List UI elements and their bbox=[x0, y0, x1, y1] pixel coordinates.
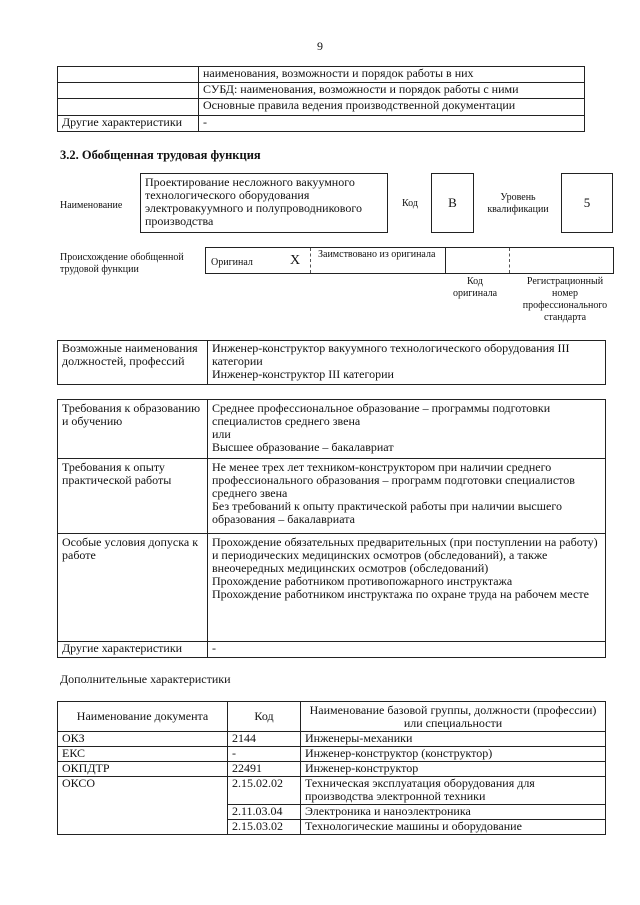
registration-number-label: Регистрационный номер профессионального стандарта bbox=[522, 276, 608, 323]
requirements-table bbox=[57, 399, 606, 658]
extra-row-code: 22491 bbox=[228, 762, 301, 777]
other-characteristics-label: Другие характеристики bbox=[58, 116, 199, 132]
extra-row-name: Техническая эксплуатация оборудования для производства электронной техники bbox=[301, 777, 606, 805]
top-table-row: СУБД: наименования, возможности и порядок работы с ними bbox=[199, 83, 585, 99]
top-table-row: Основные правила ведения производственной документации bbox=[199, 99, 585, 116]
other-characteristics-value: - bbox=[199, 116, 585, 132]
positions-table bbox=[57, 340, 606, 385]
req-line: Прохождение работником противопожарного инструктажа bbox=[212, 574, 513, 588]
req-line: - bbox=[212, 641, 216, 655]
code-label: Код bbox=[402, 198, 418, 209]
req-education-label: Требования к образованию и обучению bbox=[58, 400, 208, 459]
level-label: Уровень квалификации bbox=[487, 192, 549, 215]
req-line: Среднее профессиональное образование – программы подготовки специалистов среднего звена bbox=[212, 401, 551, 428]
req-line: Не менее трех лет техником-конструктором при наличии среднего профессионального образования – программ подготовки специалистов среднего звена bbox=[212, 460, 575, 500]
position-item: Инженер-конструктор вакуумного технологического оборудования III категории bbox=[212, 341, 570, 368]
extra-row-name: Инженер-конструктор bbox=[301, 762, 606, 777]
extra-row-name: Инженеры-механики bbox=[301, 732, 606, 747]
req-line: или bbox=[212, 427, 231, 441]
original-label: Оригинал bbox=[211, 257, 253, 268]
original-mark: X bbox=[290, 253, 301, 268]
req-experience-value bbox=[208, 459, 606, 534]
borrowed-label: Заимствовано из оригинала bbox=[318, 249, 436, 260]
extra-header-code: Код bbox=[228, 702, 301, 732]
extra-row-doc: ЕКС bbox=[58, 747, 228, 762]
top-table-empty bbox=[58, 67, 199, 83]
extra-row-doc: ОКСО bbox=[58, 777, 228, 835]
req-other-value bbox=[208, 642, 606, 658]
extra-title: Дополнительные характеристики bbox=[60, 672, 231, 686]
origin-label: Происхождение обобщенной трудовой функции bbox=[60, 252, 184, 275]
origin-divider bbox=[509, 248, 511, 273]
extra-row-name: Технологические машины и оборудование bbox=[301, 820, 606, 835]
req-line: Прохождение работником инструктажа по охране труда на рабочем месте bbox=[212, 587, 589, 601]
req-education-value bbox=[208, 400, 606, 459]
position-item: Инженер-конструктор III категории bbox=[212, 367, 394, 381]
top-table bbox=[57, 66, 585, 132]
extra-row-doc: ОКЗ bbox=[58, 732, 228, 747]
origin-divider bbox=[310, 248, 312, 273]
extra-table bbox=[57, 701, 606, 835]
function-name-label: Наименование bbox=[60, 200, 123, 211]
function-name-value: Проектирование несложного вакуумного технологического оборудования электровакуумного и полупроводникового производства bbox=[140, 173, 388, 233]
req-other-label: Другие характеристики bbox=[58, 642, 208, 658]
req-experience-label: Требования к опыту практической работы bbox=[58, 459, 208, 534]
extra-row-code: - bbox=[228, 747, 301, 762]
top-table-row: наименования, возможности и порядок работы в них bbox=[199, 67, 585, 83]
req-line: Без требований к опыту практической работы при наличии высшего образования – бакалавриата bbox=[212, 499, 562, 526]
extra-row-name: Электроника и наноэлектроника bbox=[301, 805, 606, 820]
extra-header-doc: Наименование документа bbox=[58, 702, 228, 732]
req-line: Прохождение обязательных предварительных (при поступлении на работу) и периодических медицинских осмотров (обследований), а также внеочередных медицинских осмотров (обследований) bbox=[212, 535, 598, 575]
level-value: 5 bbox=[561, 173, 613, 233]
req-line: Высшее образование – бакалавриат bbox=[212, 440, 394, 454]
req-conditions-label: Особые условия допуска к работе bbox=[58, 534, 208, 642]
code-value: B bbox=[431, 173, 474, 233]
positions-value bbox=[208, 341, 606, 385]
positions-label: Возможные наименования должностей, профессий bbox=[58, 341, 208, 385]
extra-row-code: 2.15.03.02 bbox=[228, 820, 301, 835]
extra-row-doc: ОКПДТР bbox=[58, 762, 228, 777]
top-table-empty bbox=[58, 99, 199, 116]
section-title: 3.2. Обобщенная трудовая функция bbox=[60, 148, 261, 162]
extra-row-code: 2144 bbox=[228, 732, 301, 747]
req-conditions-value bbox=[208, 534, 606, 642]
code-original-label: Код оригинала bbox=[452, 276, 498, 299]
page-number: 9 bbox=[317, 39, 323, 53]
extra-row-code: 2.15.02.02 bbox=[228, 777, 301, 805]
top-table-empty bbox=[58, 83, 199, 99]
extra-row-code: 2.11.03.04 bbox=[228, 805, 301, 820]
origin-divider bbox=[445, 248, 447, 273]
extra-header-name: Наименование базовой группы, должности (профессии) или специальности bbox=[301, 702, 606, 732]
extra-row-name: Инженер-конструктор (конструктор) bbox=[301, 747, 606, 762]
